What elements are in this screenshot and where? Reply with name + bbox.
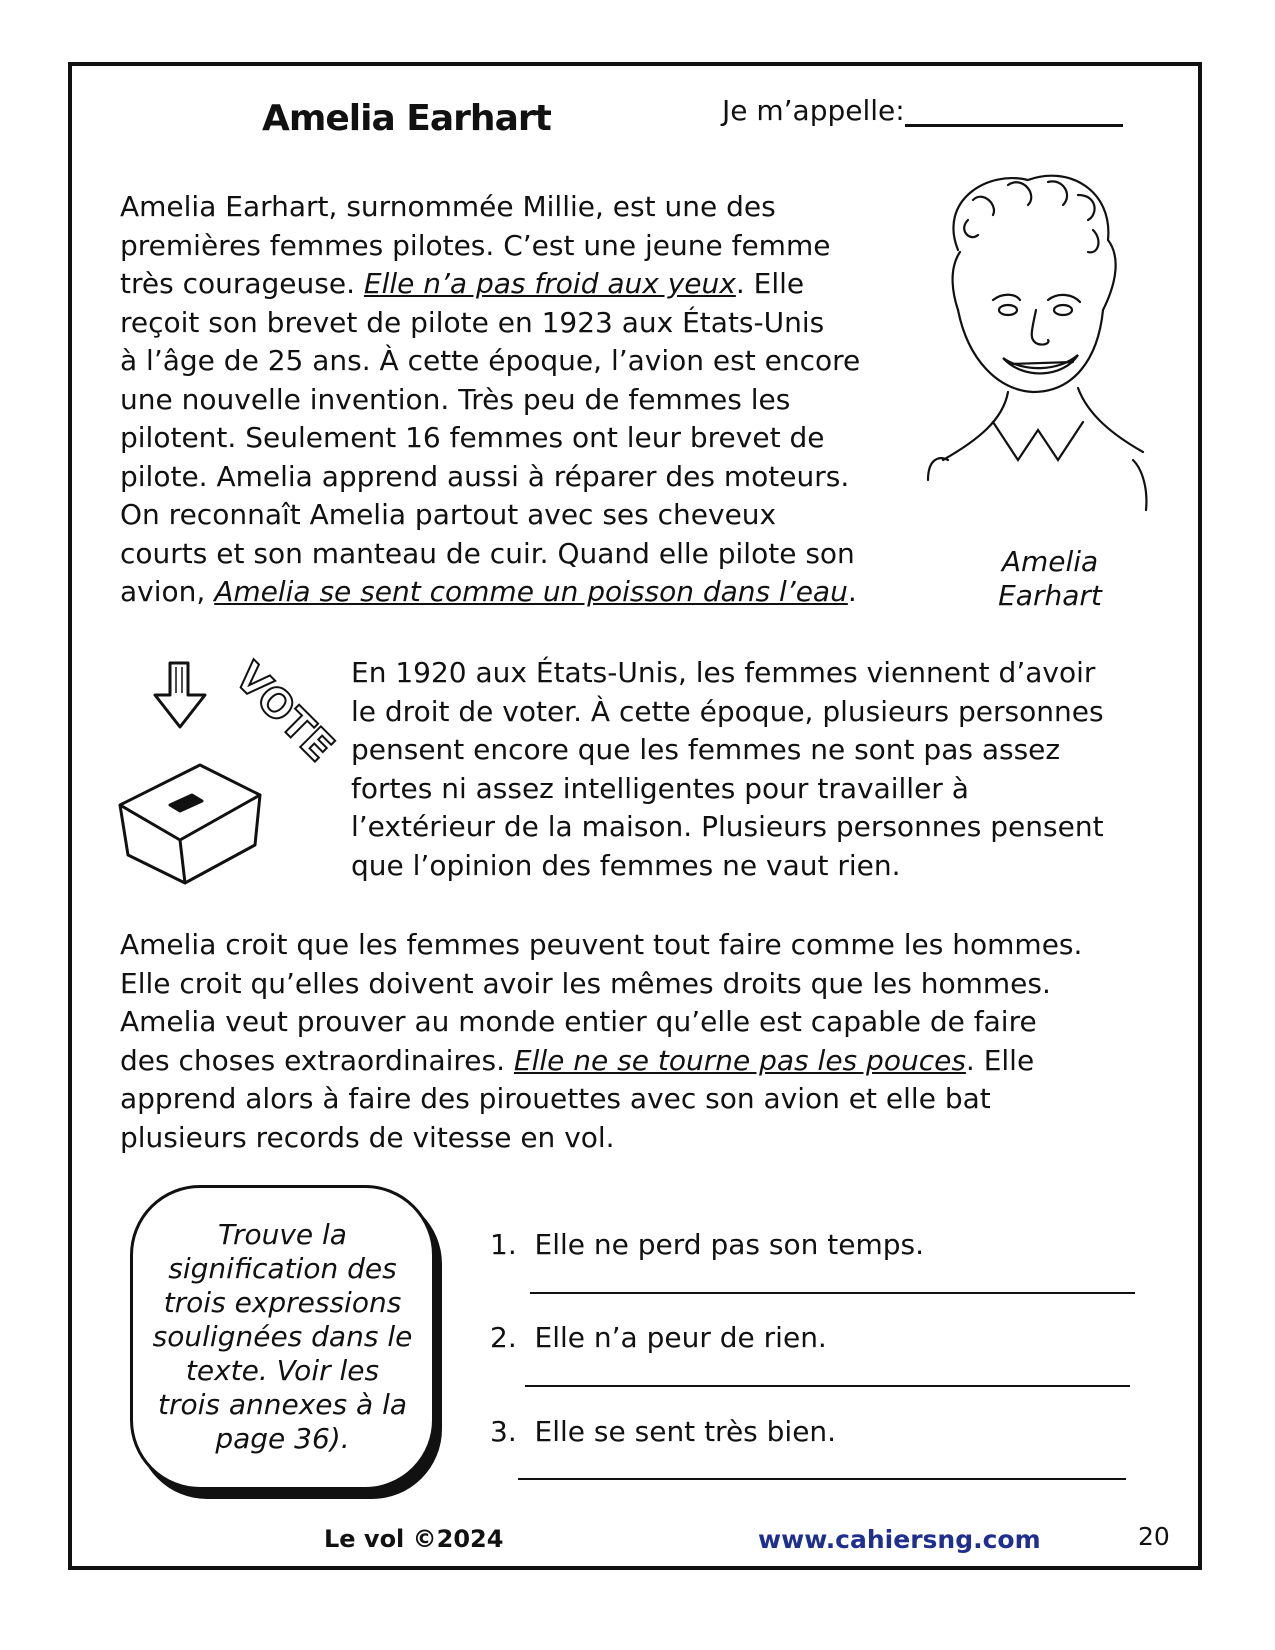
text-line: Elle croit qu’elles doivent avoir les mêmes droits que les hommes. xyxy=(120,966,1051,1000)
text-line: apprend alors à faire des pirouettes avec son avion et elle bat xyxy=(120,1082,991,1115)
instructions-text: Trouve la signification des trois expressions soulignées dans le texte. Voir les trois annexes à la page 36). xyxy=(152,1218,413,1455)
text-line: plusieurs records de vitesse en vol. xyxy=(120,1120,615,1154)
name-label: Je m’appelle: xyxy=(722,94,905,127)
text-line: fortes ni assez intelligentes pour travailler à xyxy=(351,771,969,805)
text-line: très courageuse. Elle n’a pas froid aux yeux. Elle xyxy=(120,267,805,300)
text-line: que l’opinion des femmes ne vaut rien. xyxy=(351,848,901,882)
text-line: des choses extraordinaires. Elle ne se tourne pas les pouces. Elle xyxy=(120,1043,1035,1077)
paragraph-2 xyxy=(351,654,1151,885)
underlined-expression-1: Elle n’a pas froid aux yeux xyxy=(363,267,736,300)
portrait-caption: Amelia Earhart xyxy=(998,545,1102,612)
page-number: 20 xyxy=(1138,1522,1170,1551)
text-line: pilote. Amelia apprend aussi à réparer des moteurs. xyxy=(120,459,850,493)
question-3: 3. Elle se sent très bien. xyxy=(490,1415,837,1448)
question-2: 2. Elle n’a peur de rien. xyxy=(490,1321,827,1354)
vote-label: VOTE xyxy=(225,654,343,771)
text-line: On reconnaît Amelia partout avec ses cheveux xyxy=(120,498,777,531)
text-line: l’extérieur de la maison. Plusieurs personnes pensent xyxy=(351,810,1104,843)
amelia-portrait-illustration xyxy=(898,160,1158,520)
text-line: reçoit son brevet de pilote en 1923 aux États-Unis xyxy=(120,305,825,339)
text-line: Amelia croit que les femmes peuvent tout faire comme les hommes. xyxy=(120,928,1083,961)
page-title: Amelia Earhart xyxy=(262,98,551,139)
question-1: 1. Elle ne perd pas son temps. xyxy=(490,1228,925,1261)
text-line: le droit de voter. À cette époque, plusieurs personnes xyxy=(351,694,1104,728)
text-line: premières femmes pilotes. C’est une jeune femme xyxy=(120,228,831,262)
text-line: une nouvelle invention. Très peu de femmes les xyxy=(120,382,791,416)
answer-line-2[interactable] xyxy=(525,1385,1130,1387)
text-line: courts et son manteau de cuir. Quand elle pilote son xyxy=(120,536,855,570)
answer-line-1[interactable] xyxy=(530,1292,1135,1294)
answer-line-3[interactable] xyxy=(518,1478,1126,1480)
text-line: pensent encore que les femmes ne sont pas assez xyxy=(351,733,1061,766)
text-line: à l’âge de 25 ans. À cette époque, l’avion est encore xyxy=(120,344,861,377)
instructions-box xyxy=(130,1185,435,1490)
text-line: Amelia Earhart, surnommée Millie, est une des xyxy=(120,190,776,223)
text-line: Amelia veut prouver au monde entier qu’elle est capable de faire xyxy=(120,1005,1037,1038)
name-answer-line[interactable] xyxy=(905,124,1123,127)
underlined-expression-3: Amelia se sent comme un poisson dans l’eau xyxy=(214,575,848,608)
footer-website-link[interactable]: www.cahiersng.com xyxy=(758,1525,1041,1554)
paragraph-3 xyxy=(120,926,1120,1157)
text-line: En 1920 aux États-Unis, les femmes viennent d’avoir xyxy=(351,656,1096,689)
footer-copyright: Le vol ©2024 xyxy=(324,1525,504,1553)
paragraph-1 xyxy=(120,188,900,612)
underlined-expression-2: Elle ne se tourne pas les pouces xyxy=(513,1043,966,1077)
ballot-box-illustration xyxy=(110,654,343,885)
text-line: pilotent. Seulement 16 femmes ont leur brevet de xyxy=(120,421,825,454)
text-line: avion, Amelia se sent comme un poisson dans l’eau. xyxy=(120,575,857,608)
